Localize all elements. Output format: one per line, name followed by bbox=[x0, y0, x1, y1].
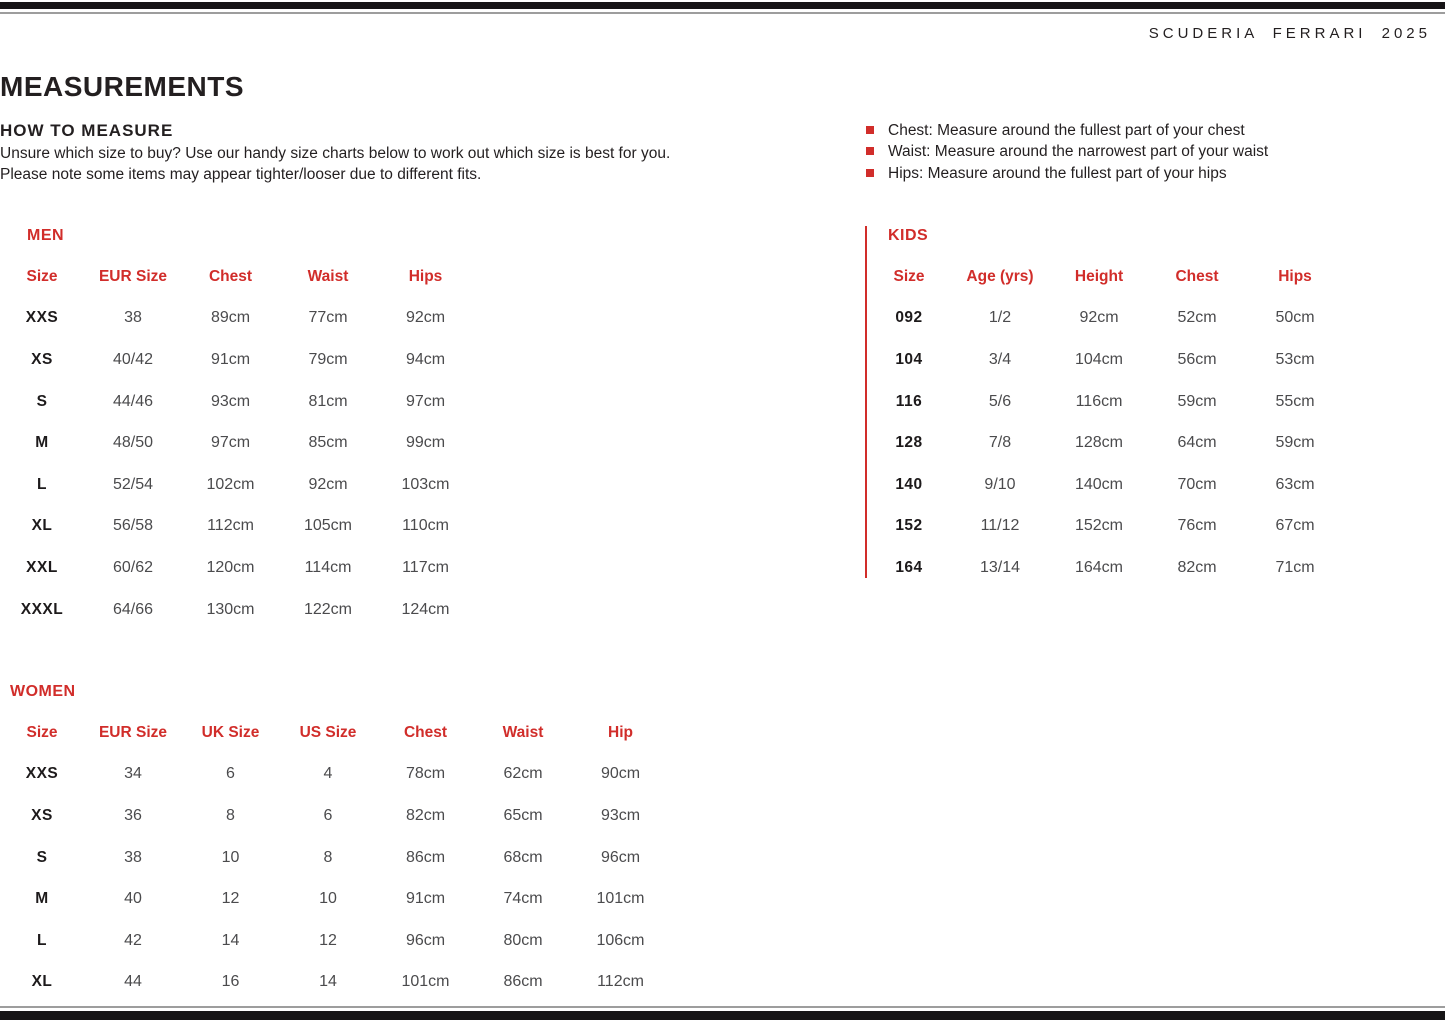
value-cell: 53cm bbox=[1275, 350, 1315, 368]
size-cell: M bbox=[35, 890, 49, 908]
size-cell: L bbox=[37, 475, 47, 493]
value-cell: 82cm bbox=[1177, 558, 1217, 576]
value-cell: 76cm bbox=[1177, 517, 1217, 535]
size-cell: XXS bbox=[25, 309, 59, 327]
bullet-item-hips bbox=[866, 164, 1268, 185]
column-header: Height bbox=[1074, 267, 1124, 285]
value-cell: 117cm bbox=[402, 558, 449, 576]
value-cell: 48/50 bbox=[112, 434, 154, 452]
table-row bbox=[0, 754, 680, 796]
table-row bbox=[0, 589, 480, 631]
bullet-square-icon bbox=[866, 126, 874, 134]
value-cell: 85cm bbox=[308, 434, 348, 452]
table-header-row bbox=[0, 712, 680, 754]
value-cell: 64cm bbox=[1177, 434, 1217, 452]
kids-table-title: KIDS bbox=[888, 227, 929, 244]
value-cell: 140cm bbox=[1074, 475, 1124, 493]
value-cell: 12 bbox=[221, 890, 240, 908]
table-row bbox=[0, 506, 480, 548]
value-cell: 92cm bbox=[1079, 309, 1119, 327]
value-cell: 92cm bbox=[308, 475, 348, 493]
table-header-row bbox=[861, 256, 1361, 298]
size-cell: S bbox=[36, 392, 48, 410]
value-cell: 103cm bbox=[401, 475, 450, 493]
value-cell: 64/66 bbox=[112, 600, 154, 618]
value-cell: 114cm bbox=[304, 558, 352, 576]
value-cell: 79cm bbox=[308, 350, 348, 368]
column-header: EUR Size bbox=[98, 723, 168, 741]
value-cell: 40/42 bbox=[112, 350, 154, 368]
value-cell: 92cm bbox=[405, 309, 446, 327]
size-cell: 152 bbox=[895, 517, 923, 535]
table-row bbox=[0, 298, 480, 340]
table-row bbox=[0, 920, 680, 962]
value-cell: 38 bbox=[124, 309, 142, 327]
value-cell: 152cm bbox=[1074, 517, 1124, 535]
value-cell: 124cm bbox=[401, 600, 450, 618]
value-cell: 52/54 bbox=[112, 475, 154, 493]
brand-text: SCUDERIA FERRARI 2025 bbox=[1148, 25, 1431, 42]
value-cell: 4 bbox=[323, 765, 333, 783]
value-cell: 77cm bbox=[308, 309, 348, 327]
value-cell: 42 bbox=[124, 931, 142, 949]
women-size-table-section bbox=[0, 676, 680, 1003]
size-cell: 140 bbox=[895, 475, 923, 493]
value-cell: 97cm bbox=[210, 434, 251, 452]
value-cell: 65cm bbox=[503, 806, 543, 824]
value-cell: 68cm bbox=[503, 848, 543, 866]
value-cell: 67cm bbox=[1275, 517, 1315, 535]
table-row bbox=[0, 795, 680, 837]
value-cell: 60/62 bbox=[112, 558, 154, 576]
table-row bbox=[0, 547, 480, 589]
column-header: Size bbox=[26, 723, 58, 741]
value-cell: 101cm bbox=[596, 890, 645, 908]
bottom-thick-rule bbox=[0, 1011, 1445, 1020]
size-cell: XXXL bbox=[20, 600, 64, 618]
value-cell: 10 bbox=[221, 848, 240, 866]
table-row bbox=[861, 506, 1361, 548]
size-cell: XXS bbox=[25, 765, 59, 783]
value-cell: 8 bbox=[323, 848, 333, 866]
value-cell: 86cm bbox=[503, 973, 543, 991]
table-row bbox=[0, 837, 680, 879]
table-row bbox=[0, 339, 480, 381]
value-cell: 8 bbox=[226, 806, 235, 824]
top-thick-rule bbox=[0, 2, 1445, 9]
bullet-text: Hips: Measure around the fullest part of your hips bbox=[888, 164, 1227, 182]
value-cell: 78cm bbox=[405, 765, 446, 783]
value-cell: 104cm bbox=[1074, 350, 1124, 368]
size-cell: XL bbox=[31, 973, 53, 991]
value-cell: 56cm bbox=[1177, 350, 1217, 368]
table-row bbox=[861, 422, 1361, 464]
column-header: Age (yrs) bbox=[966, 267, 1034, 285]
intro-line-1: Unsure which size to buy? Use our handy size charts below to work out which size is best for you. bbox=[0, 145, 671, 162]
value-cell: 70cm bbox=[1177, 475, 1217, 493]
column-header: US Size bbox=[299, 723, 357, 741]
value-cell: 10 bbox=[319, 890, 337, 908]
column-header: Chest bbox=[208, 267, 253, 285]
bullet-item-waist bbox=[866, 142, 1268, 163]
value-cell: 112cm bbox=[597, 973, 644, 991]
value-cell: 44 bbox=[124, 973, 142, 991]
value-cell: 59cm bbox=[1177, 392, 1217, 410]
bullet-square-icon bbox=[866, 169, 874, 177]
column-header: Waist bbox=[502, 723, 544, 741]
value-cell: 71cm bbox=[1275, 558, 1315, 576]
bottom-thin-rule bbox=[0, 1006, 1445, 1008]
table-row bbox=[0, 464, 480, 506]
size-cell: S bbox=[36, 848, 48, 866]
size-cell: 116 bbox=[895, 392, 923, 410]
value-cell: 81cm bbox=[308, 392, 348, 410]
size-cell: 104 bbox=[895, 350, 923, 368]
value-cell: 116cm bbox=[1075, 392, 1123, 410]
value-cell: 130cm bbox=[206, 600, 255, 618]
value-cell: 44/46 bbox=[112, 392, 154, 410]
value-cell: 105cm bbox=[303, 517, 353, 535]
table-row bbox=[861, 381, 1361, 423]
size-cell: XL bbox=[31, 517, 53, 535]
men-size-table bbox=[0, 256, 480, 630]
size-cell: 128 bbox=[895, 434, 923, 452]
value-cell: 122cm bbox=[303, 600, 353, 618]
kids-size-table-section bbox=[861, 220, 1361, 589]
column-header: Chest bbox=[1175, 267, 1219, 285]
value-cell: 93cm bbox=[600, 806, 641, 824]
value-cell: 34 bbox=[124, 765, 142, 783]
column-header: Hips bbox=[408, 267, 443, 285]
kids-section-divider bbox=[865, 226, 867, 578]
value-cell: 96cm bbox=[600, 848, 641, 866]
table-row bbox=[0, 422, 480, 464]
value-cell: 96cm bbox=[405, 931, 446, 949]
value-cell: 7/8 bbox=[988, 434, 1012, 452]
table-header-row bbox=[0, 256, 480, 298]
value-cell: 16 bbox=[221, 973, 240, 991]
value-cell: 9/10 bbox=[984, 475, 1016, 493]
size-cell: XS bbox=[31, 350, 53, 368]
women-table-title: WOMEN bbox=[10, 683, 76, 700]
value-cell: 14 bbox=[221, 931, 240, 949]
bullet-square-icon bbox=[866, 147, 874, 155]
value-cell: 120cm bbox=[206, 558, 255, 576]
intro-paragraph bbox=[0, 143, 670, 185]
column-header: EUR Size bbox=[98, 267, 168, 285]
column-header: UK Size bbox=[201, 723, 260, 741]
bullet-text: Waist: Measure around the narrowest part of your waist bbox=[888, 143, 1269, 161]
intro-line-2: Please note some items may appear tighter/looser due to different fits. bbox=[0, 166, 482, 183]
value-cell: 36 bbox=[124, 806, 142, 824]
value-cell: 40 bbox=[124, 890, 142, 908]
value-cell: 12 bbox=[319, 931, 337, 949]
page-title: MEASUREMENTS bbox=[0, 71, 245, 102]
value-cell: 38 bbox=[124, 848, 142, 866]
value-cell: 128cm bbox=[1074, 434, 1124, 452]
value-cell: 106cm bbox=[596, 931, 645, 949]
value-cell: 164cm bbox=[1074, 558, 1124, 576]
value-cell: 89cm bbox=[210, 309, 251, 327]
value-cell: 6 bbox=[323, 806, 333, 824]
column-header: Size bbox=[26, 267, 58, 285]
value-cell: 74cm bbox=[503, 890, 543, 908]
value-cell: 11/12 bbox=[980, 517, 1020, 535]
size-cell: XS bbox=[31, 806, 53, 824]
size-cell: M bbox=[35, 434, 49, 452]
value-cell: 91cm bbox=[210, 350, 251, 368]
table-row bbox=[861, 464, 1361, 506]
value-cell: 5/6 bbox=[988, 392, 1012, 410]
column-header: Size bbox=[893, 267, 925, 285]
bullet-text: Chest: Measure around the fullest part of your chest bbox=[888, 122, 1245, 139]
column-header: Hips bbox=[1278, 267, 1312, 285]
value-cell: 6 bbox=[226, 765, 235, 783]
value-cell: 80cm bbox=[503, 931, 543, 949]
value-cell: 56/58 bbox=[112, 517, 154, 535]
measure-bullet-list bbox=[866, 121, 1268, 185]
value-cell: 102cm bbox=[206, 475, 255, 493]
table-row bbox=[861, 339, 1361, 381]
value-cell: 110cm bbox=[402, 517, 449, 535]
value-cell: 63cm bbox=[1275, 475, 1315, 493]
table-row bbox=[861, 298, 1361, 340]
value-cell: 14 bbox=[319, 973, 337, 991]
women-size-table bbox=[0, 712, 680, 1003]
bullet-item-chest bbox=[866, 121, 1268, 142]
value-cell: 55cm bbox=[1275, 392, 1315, 410]
value-cell: 59cm bbox=[1275, 434, 1315, 452]
column-header: Hip bbox=[608, 723, 633, 741]
table-row bbox=[861, 547, 1361, 589]
top-thin-rule bbox=[0, 12, 1445, 14]
size-cell: L bbox=[37, 931, 47, 949]
value-cell: 86cm bbox=[405, 848, 446, 866]
size-cell: 164 bbox=[895, 558, 923, 576]
value-cell: 82cm bbox=[405, 806, 446, 824]
value-cell: 112cm bbox=[207, 517, 254, 535]
how-to-measure-heading: HOW TO MEASURE bbox=[0, 121, 174, 140]
kids-size-table bbox=[861, 256, 1361, 589]
value-cell: 94cm bbox=[405, 350, 446, 368]
value-cell: 62cm bbox=[503, 765, 543, 783]
value-cell: 101cm bbox=[401, 973, 450, 991]
table-row bbox=[0, 962, 680, 1004]
size-cell: XXL bbox=[26, 558, 58, 576]
column-header: Waist bbox=[307, 267, 349, 285]
value-cell: 52cm bbox=[1177, 309, 1217, 327]
value-cell: 3/4 bbox=[988, 350, 1012, 368]
value-cell: 13/14 bbox=[979, 558, 1021, 576]
value-cell: 90cm bbox=[600, 765, 641, 783]
value-cell: 93cm bbox=[210, 392, 251, 410]
table-row bbox=[0, 878, 680, 920]
value-cell: 50cm bbox=[1275, 309, 1315, 327]
men-table-title: MEN bbox=[27, 227, 65, 244]
value-cell: 97cm bbox=[405, 392, 446, 410]
table-row bbox=[0, 381, 480, 423]
size-cell: 092 bbox=[895, 309, 923, 327]
men-size-table-section bbox=[0, 220, 480, 630]
value-cell: 1/2 bbox=[988, 309, 1012, 327]
value-cell: 99cm bbox=[405, 434, 446, 452]
column-header: Chest bbox=[403, 723, 448, 741]
value-cell: 91cm bbox=[405, 890, 446, 908]
